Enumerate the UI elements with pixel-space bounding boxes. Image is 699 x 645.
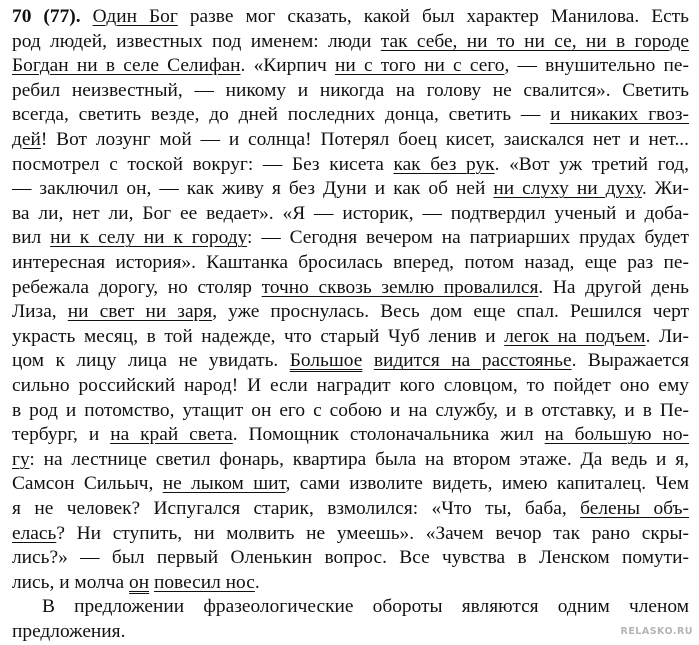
text-segment: В предложении фразеологические обороты являются одним членом [42,596,689,618]
phraseological-unit: дей [12,129,41,150]
text-segment: посмотрел с тоской вокруг: — Без кисета [12,153,394,175]
text-line [12,225,689,251]
phraseological-unit: и никаких гвоз- [550,104,689,126]
text-segment: в род и потомство, утащит он его с собою и на службу, и в отставку, и в Пе- [12,399,689,421]
text-segment: , сами изволите видеть, имею капиталец. Чем [285,473,689,495]
phraseological-unit: на большую но- [544,424,689,446]
text-segment: цом к лицу лица не увидать. [12,350,290,372]
phraseological-unit: ни к селу ни к городу [50,227,248,249]
text-line [12,78,689,104]
text-line [12,201,689,227]
phraseological-unit: так себе, ни то ни се, ни в городе [380,30,689,52]
text-segment: всегда, светить везде, до дней последних донца, светить — [12,104,551,126]
text-line [12,570,689,596]
text-line [12,373,689,399]
text-line [12,299,689,325]
phraseological-unit: как без рук [393,153,495,175]
text-line [12,250,689,276]
exercise-number: 70 (77). [12,6,81,27]
text-line [12,29,689,55]
text-segment: : на лестнице светил фонарь, квартира была на втором этаже. Да ведь и я, [29,448,689,470]
text-segment: разве мог сказать, какой был характер Манилова. Есть [177,6,689,27]
text-line [12,398,689,424]
text-segment: предложения. [12,621,126,642]
phraseological-unit: гу [12,448,30,470]
text-segment: Лиза, [12,301,68,323]
text-line [12,176,689,202]
conclusion-line [12,619,689,645]
text-segment: : — Сегодня вечером на патриарших прудах будет [247,227,689,249]
text-segment: , уже проснулась. Весь дом еще спал. Решился черт [212,301,689,323]
text-line [12,471,689,497]
text-line [12,4,689,30]
phraseological-unit: Богдан ни в селе Селифан [12,55,241,77]
text-line [12,422,689,448]
text-line [12,348,689,374]
text-line [12,152,689,178]
phraseological-unit: Большое [289,350,363,372]
text-segment: ребил неизвестный, — никому и никогда на голову не свалится». Светить [12,79,689,101]
phraseological-unit: повесил нос [153,571,255,593]
text-segment: ва ли, нет ли, Бог ее ведает». «Я — историк, — подтвердил ученый и доба- [12,202,689,224]
site-watermark: RELASKO.RU [620,626,693,637]
text-line [12,324,689,350]
text-line [12,496,689,522]
phraseological-unit: он [129,571,150,593]
text-segment: . Жи- [641,178,689,200]
text-segment: . Помощник столоначальника жил [232,424,545,446]
text-segment: лись, и молча [12,571,130,593]
phraseological-unit: Один Бог [92,6,178,27]
text-segment: . «Кирпич [240,55,336,77]
text-segment: ? Ни ступить, ни молвить не умеешь». «Зачем вечор так рано скры- [56,522,689,544]
text-segment: лись?» — был первый Оленькин вопрос. Все чувства в Ленском помути- [12,547,689,569]
text-segment: род людей, известных под именем: люди [12,30,381,52]
text-segment: . [254,571,260,593]
phraseological-unit: ни слуху ни духу [493,178,642,200]
text-segment: . Ли- [645,325,689,347]
text-segment: интересная история». Каштанка бросилась вперед, потом назад, еще раз пе- [12,252,689,273]
text-line [12,521,689,547]
text-segment: Самсон Сильыч, [12,473,163,495]
text-segment: . «Вот уж третий год, [494,153,689,175]
text-segment: вил [12,227,51,249]
text-segment: украсть месяц, в той надежде, что старый Чуб ленив и [12,325,505,347]
text-segment: . Выражается [571,350,689,372]
phraseological-unit: ни с того ни с сего [335,55,505,77]
text-line [12,275,689,301]
text-segment: . На другой день [538,276,689,298]
text-segment: ! Вот лозунг мой — и солнца! Потерял боец кисет, заискался нет и нет... [40,129,689,150]
text-segment [362,350,373,371]
text-line [12,53,689,79]
phraseological-unit: не лыком шит [162,473,286,495]
text-segment: тербург, и [12,424,111,446]
text-segment: ребежала дорогу, но столяр [12,276,262,298]
text-line [12,447,689,473]
text-line [12,102,689,128]
text-segment: сильно российский народ! И если наградит кого словцом, то пойдет оно ему [12,375,689,396]
phraseological-unit: видится на расстоянье [373,350,572,372]
phraseological-unit: белены объ- [580,498,689,519]
phraseological-unit: точно сквозь землю провалился [261,276,539,298]
text-segment: — заключил он, — как живу я без Дуни и как об ней [12,178,494,200]
phraseological-unit: елась [12,522,57,544]
phraseological-unit: ни свет ни заря [67,301,213,323]
phraseological-unit: на край света [110,424,233,446]
text-segment: , — внушительно пе- [504,55,689,77]
conclusion-line [42,594,689,620]
phraseological-unit: легок на подъем [504,325,646,347]
text-line [12,545,689,571]
text-segment: я не человек? Испугался старик, взмолился: «Что ты, баба, [12,498,581,519]
text-line [12,127,689,153]
